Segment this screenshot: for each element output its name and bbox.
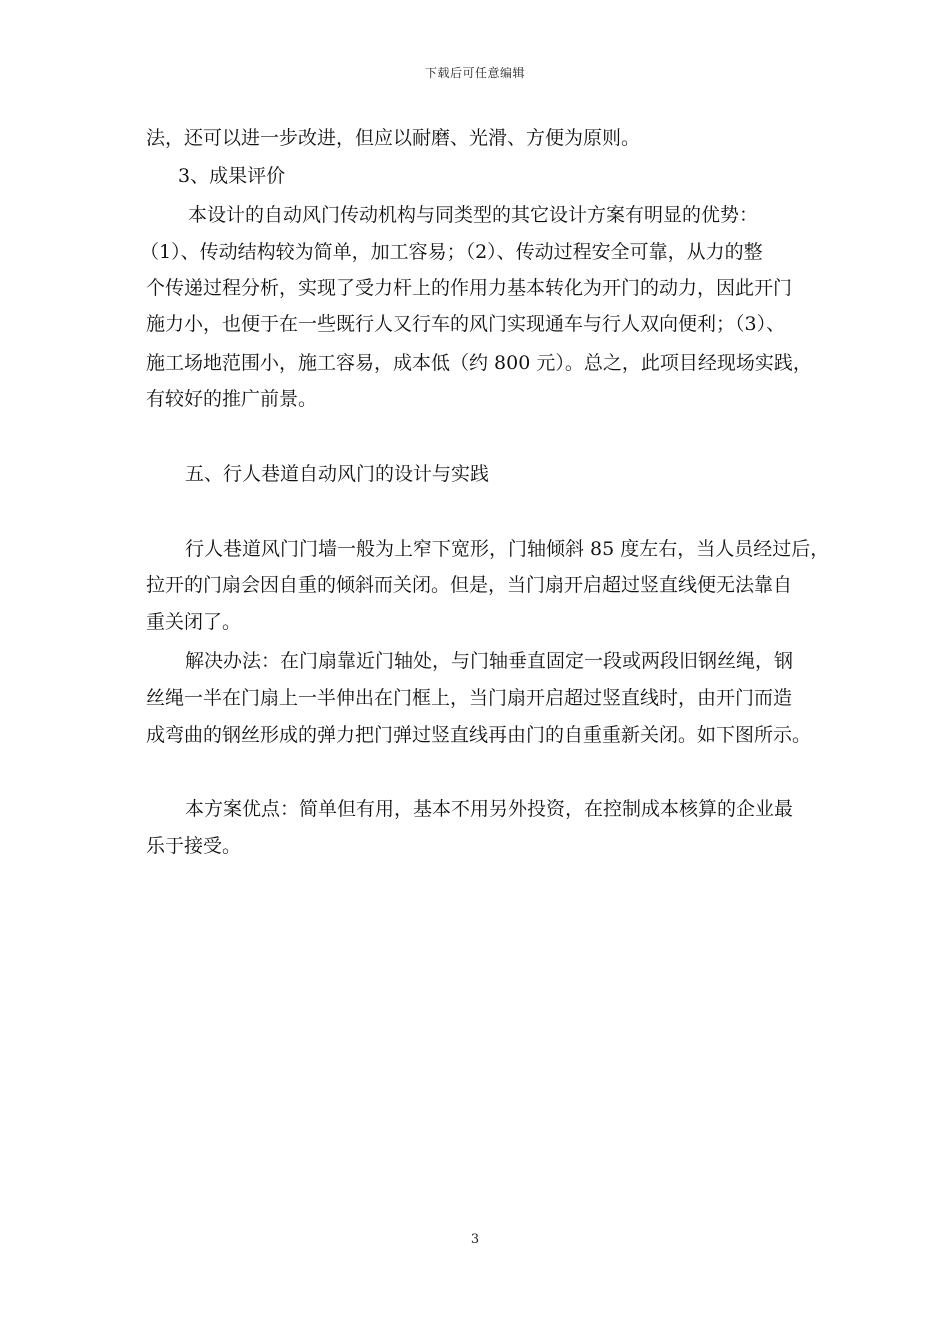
page-header: 下载后可任意编辑 bbox=[424, 66, 525, 80]
body-line: 个传递过程分析，实现了受力杆上的作用力基本转化为开门的动力，因此开门 bbox=[146, 277, 793, 299]
section-heading: 3、成果评价 bbox=[178, 165, 286, 187]
body-line: 本设计的自动风门传动机构与同类型的其它设计方案有明显的优势： bbox=[188, 204, 759, 226]
section-heading: 五、行人巷道自动风门的设计与实践 bbox=[185, 463, 490, 485]
body-line: 本方案优点：简单但有用，基本不用另外投资，在控制成本核算的企业最 bbox=[185, 798, 794, 820]
body-line: 行人巷道风门门墙一般为上窄下宽形，门轴倾斜 85 度左右，当人员经过后， bbox=[185, 538, 830, 560]
body-line: 拉开的门扇会因自重的倾斜而关闭。但是，当门扇开启超过竖直线便无法靠自 bbox=[146, 574, 793, 596]
body-line: 有较好的推广前景。 bbox=[146, 388, 318, 410]
body-line: 丝绳一半在门扇上一半伸出在门框上，当门扇开启超过竖直线时，由开门而造 bbox=[146, 687, 793, 709]
body-line: 法，还可以进一步改进，但应以耐磨、光滑、方便为原则。 bbox=[146, 127, 641, 149]
body-line: 解决办法：在门扇靠近门轴处，与门轴垂直固定一段或两段旧钢丝绳，钢 bbox=[185, 650, 794, 672]
body-line: 施力小，也便于在一些既行人又行车的风门实现通车与行人双向便利；（3）、 bbox=[146, 313, 786, 335]
body-line: 成弯曲的钢丝形成的弹力把门弹过竖直线再由门的自重重新关闭。如下图所示。 bbox=[146, 724, 812, 746]
page-number: 3 bbox=[470, 1232, 480, 1247]
body-line: 施工场地范围小，施工容易，成本低（约 800 元）。总之，此项目经现场实践， bbox=[146, 352, 812, 374]
body-line: 重关闭了。 bbox=[146, 611, 242, 633]
body-line: （1）、传动结构较为简单，加工容易；（2）、传动过程安全可靠，从力的整 bbox=[140, 241, 763, 263]
body-line: 乐于接受。 bbox=[146, 835, 242, 857]
